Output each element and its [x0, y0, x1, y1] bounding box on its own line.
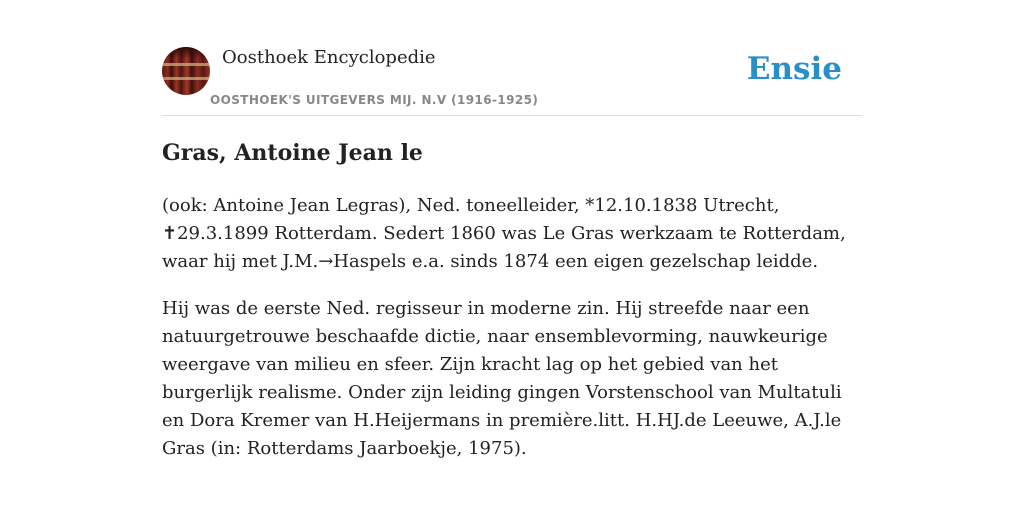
article-paragraph: Hij was de eerste Ned. regisseur in moderne zin. Hij streefde naar een natuurgetrouwe beschaafde dictie, naar ensemblevorming, nauwkeurige weergave van milieu en sfeer. Zijn kracht lag op het gebied van het burgerlijk realisme. Onder zijn leiding gingen Vorstenschool van Multatuli en Dora Kremer van H.Heijermans in première.litt. H.HJ.de Leeuwe, A.J.le Gras (in: Rotterdams Jaarboekje, 1975). [162, 298, 842, 459]
header [162, 46, 862, 116]
publisher-subtitle: OOSTHOEK'S UITGEVERS MIJ. N.V (1916-1925) [210, 93, 539, 107]
publisher-avatar[interactable] [162, 47, 210, 95]
avatar-shadow [162, 47, 210, 59]
page-title: Gras, Antoine Jean le [162, 140, 423, 166]
publisher-name[interactable]: Oosthoek Encyclopedie [222, 47, 436, 68]
article-paragraph: (ook: Antoine Jean Legras), Ned. toneelleider, *12.10.1838 Utrecht, ✝29.3.1899 Rotterdam. Sedert 1860 was Le Gras werkzaam te Rotterdam, waar hij met J.M.→Haspels e.a. sinds 1874 een eigen gezelschap leidde. [162, 195, 846, 272]
avatar-band [162, 63, 210, 66]
avatar-band [162, 77, 210, 80]
article-content [162, 192, 862, 482]
brand-logo[interactable]: Ensie [746, 51, 842, 87]
